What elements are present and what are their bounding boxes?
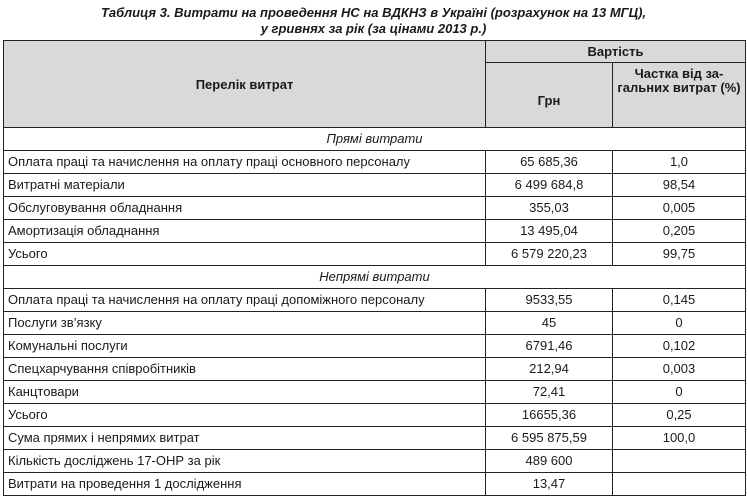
header-cost: Вартість	[486, 41, 746, 63]
row-name: Витрати на проведення 1 дослідження	[4, 473, 486, 496]
row-share: 0,102	[613, 335, 746, 358]
row-uah: 212,94	[486, 358, 613, 381]
row-uah: 355,03	[486, 197, 613, 220]
table-row	[4, 358, 746, 381]
row-share: 0,25	[613, 404, 746, 427]
caption-line-2: у гривнях за рік (за цінами 2013 р.)	[260, 21, 487, 36]
row-share: 1,0	[613, 151, 746, 174]
row-uah: 65 685,36	[486, 151, 613, 174]
row-uah: 6 579 220,23	[486, 243, 613, 266]
section-indirect: Непрямі витрати	[4, 266, 746, 289]
section-direct: Прямі витрати	[4, 128, 746, 151]
table-row	[4, 220, 746, 243]
row-share	[613, 473, 746, 496]
row-name: Оплата праці та начислення на оплату праці основного персоналу	[4, 151, 486, 174]
row-uah: 6 595 875,59	[486, 427, 613, 450]
row-share: 0	[613, 312, 746, 335]
section-row-direct	[4, 128, 746, 151]
row-uah: 9533,55	[486, 289, 613, 312]
costs-table	[3, 40, 746, 496]
row-share: 0,205	[613, 220, 746, 243]
row-name: Кількість досліджень 17-ОНР за рік	[4, 450, 486, 473]
row-share: 100,0	[613, 427, 746, 450]
row-share: 99,75	[613, 243, 746, 266]
row-uah: 13 495,04	[486, 220, 613, 243]
table-row-grand-total	[4, 427, 746, 450]
table-row	[4, 151, 746, 174]
row-name: Амортизація обладнання	[4, 220, 486, 243]
row-share: 0	[613, 381, 746, 404]
header-uah: Грн	[486, 63, 613, 128]
row-share	[613, 450, 746, 473]
row-name: Витратні матеріали	[4, 174, 486, 197]
row-uah: 6 499 684,8	[486, 174, 613, 197]
row-name: Усього	[4, 404, 486, 427]
row-name: Усього	[4, 243, 486, 266]
table-row	[4, 473, 746, 496]
table-row	[4, 197, 746, 220]
row-name: Спецхарчування співробітників	[4, 358, 486, 381]
table-row	[4, 335, 746, 358]
table-row	[4, 289, 746, 312]
row-name: Обслуговування обладнання	[4, 197, 486, 220]
table-row	[4, 381, 746, 404]
row-name: Канцтовари	[4, 381, 486, 404]
row-uah: 72,41	[486, 381, 613, 404]
row-share: 0,003	[613, 358, 746, 381]
row-name: Оплата праці та начислення на оплату праці допоміжного персоналу	[4, 289, 486, 312]
table-row	[4, 450, 746, 473]
row-uah: 489 600	[486, 450, 613, 473]
header-list: Перелік витрат	[4, 41, 486, 128]
header-share: Частка від за-гальних витрат (%)	[613, 63, 746, 128]
table-row	[4, 174, 746, 197]
row-share: 0,145	[613, 289, 746, 312]
row-uah: 16655,36	[486, 404, 613, 427]
row-name: Сума прямих і непрямих витрат	[4, 427, 486, 450]
row-uah: 6791,46	[486, 335, 613, 358]
row-uah: 45	[486, 312, 613, 335]
table-row-total	[4, 243, 746, 266]
row-uah: 13,47	[486, 473, 613, 496]
table-row	[4, 312, 746, 335]
row-share: 0,005	[613, 197, 746, 220]
caption-line-1: Таблиця 3. Витрати на проведення НС на ВДКНЗ в Україні (розрахунок на 13 МГЦ),	[100, 5, 647, 20]
row-share: 98,54	[613, 174, 746, 197]
row-name: Послуги зв’язку	[4, 312, 486, 335]
section-row-indirect	[4, 266, 746, 289]
row-name: Комунальні послуги	[4, 335, 486, 358]
table-row-total	[4, 404, 746, 427]
